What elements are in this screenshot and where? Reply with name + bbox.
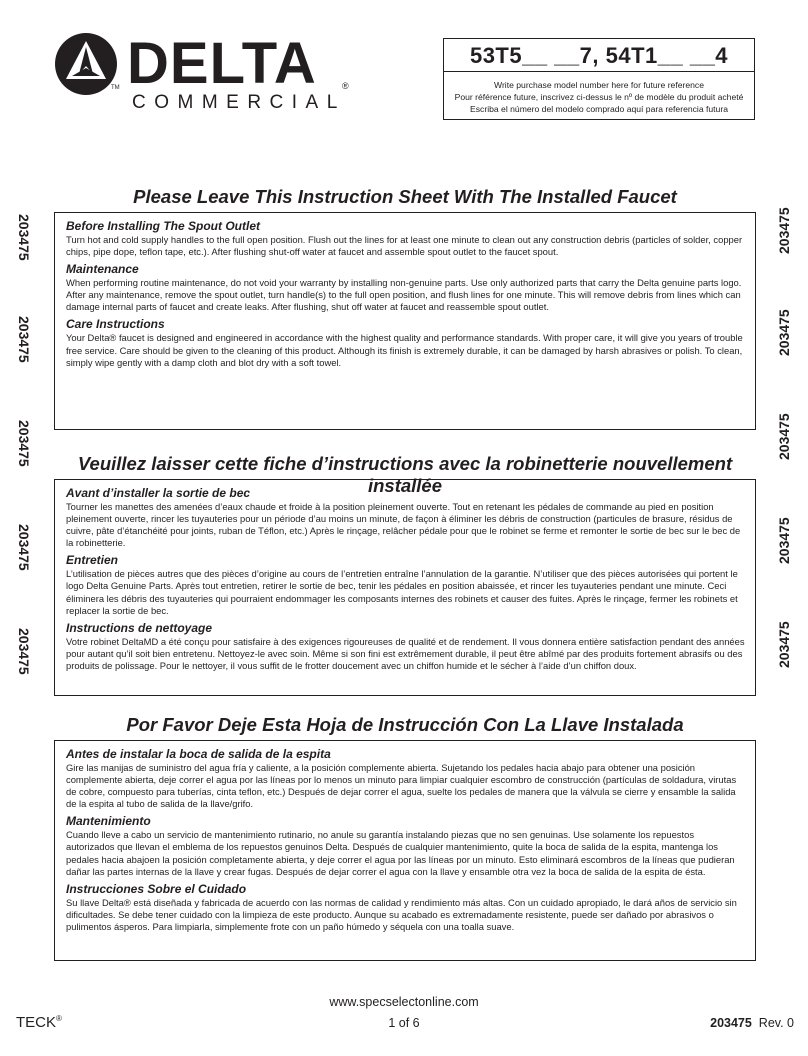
delta-commercial-logo <box>54 32 354 114</box>
document-number: 203475 <box>710 1016 752 1030</box>
block-text: Votre robinet DeltaMD a été conçu pour satisfaire à des exigences rigoureuses de qualité et de rendement. Il vous donnera entière satisfaction pendant des années pour autant qu’il soit bien entretenu. Nettoyez-le avec soin. Même si son fini est extrêmement durable, il peut être abîmé par des produits fortement abrasifs ou des produits de polissage. Pour le nettoyer, il vous suffit de le frotter doucement avec un chiffon humide et le sécher à l’aide d’un chiffon doux. <box>66 635 745 671</box>
brand-wordmark: DELTA <box>127 31 317 96</box>
side-code-left: 203475 <box>16 420 32 467</box>
block-text: Your Delta® faucet is designed and engineered in accordance with the highest quality and performance standards. With proper care, it will give you years of trouble free service. Care should be given to the cleaning of this product. Although its finish is extremely durable, it can be damaged by harsh abrasives or polish. To clean, simply wipe gently with a damp cloth and blot dry with a soft towel. <box>66 332 743 368</box>
block-text: Su llave Delta® está diseñada y fabricada de acuerdo con las normas de calidad y rendimiento más altas. Con un cuidado apropiado, le dará años de servicio sin dificultades. Se debe tener cuidado con la limpieza de este producto. Aunque su acabado es extremadamente resistente, puede ser dañado por abrasivos o pulimentos ásperos. Para limpiarla, simplemente frote con un paño húmedo y séquela con una toalla suave. <box>66 896 737 932</box>
block-text: When performing routine maintenance, do not void your warranty by installing non-genuine parts. Use only authorized parts that carry the Delta genuine parts logo. After any maintenance, remove the spout outlet, turn handle(s) to the full open position, and flush lines for one minute. This will remove debris from lines which can damage internal parts of faucet and create leaks. After flushing, shut off water at faucet and reassemble spout outlet. <box>66 277 742 313</box>
section-title-es: Por Favor Deje Esta Hoja de Instrucción Con La Llave Instalada <box>126 714 684 735</box>
block-text: Gire las manijas de suministro del agua fría y caliente, a la posición complemente abierta. Sujetando los pedales hacia abajo para obtener una posición complemente abierta, deje correr el agua por las líneas por lo menos un minuto para limpiar cualquier escombro de construcción (partículas de soldadura, virutas de cobre, compuesto para tuberías, cinta teflon, etc.) Después de dejar correr el agua, suelte los pedales de manera que la válvula se cierre y ensamble la salida de la espita al tubo de salida de la llave/grifo. <box>66 762 737 810</box>
block-text: L’utilisation de pièces autres que des pièces d’origine au cours de l’entretien entraîne l’annulation de la garantie. N’utiliser que des pièces autorisées qui portent le logo Delta Genuine Parts. Après tout entretien, retirer le sortie de bec, tenir les pédales en position abaissée, et rincer les tuyauteries pendant une minute. Ceci éliminera les débris des tuyauteries qui pourraient endommager les composants internes des robinets et causer des fuites. Après le rinçage, fermer les robinets et replacer la sortie de bec. <box>66 568 738 616</box>
model-notes <box>444 72 754 115</box>
section-title-fr: Veuillez laisser cette fiche d’instructions avec la robinetterie nouvellement installée <box>77 453 733 496</box>
block-heading: Maintenance <box>66 262 139 277</box>
revision-label: Rev. 0 <box>758 1016 794 1030</box>
section-title-en: Please Leave This Instruction Sheet With The Installed Faucet <box>133 186 677 207</box>
teck-brand <box>16 1014 62 1031</box>
block-heading: Instrucciones Sobre el Cuidado <box>66 881 247 896</box>
block-heading: Entretien <box>66 553 119 568</box>
model-numbers: 53T5__ __7, 54T1__ __4 <box>444 39 754 72</box>
registered-mark: ® <box>342 81 349 91</box>
model-note-en: Write purchase model number here for future reference <box>493 80 704 90</box>
side-code-right: 203475 <box>776 413 792 460</box>
model-note-es: Escriba el número del modelo comprado aquí para referencia futura <box>470 104 728 114</box>
brand-sub-wordmark: COMMERCIAL <box>132 92 346 113</box>
side-code-left: 203475 <box>16 628 32 675</box>
side-code-right: 203475 <box>776 517 792 564</box>
delta-triangle-icon <box>54 32 118 96</box>
side-code-left: 203475 <box>16 214 32 261</box>
side-code-right: 203475 <box>776 621 792 668</box>
side-code-right: 203475 <box>776 207 792 254</box>
block-text: Turn hot and cold supply handles to the full open position. Flush out the lines for at least one minute to clean out any construction debris (particles of solder, copper chips, pipe dope, teflon tape, etc.). After flushing shut-off water at faucet and assemble spout outlet to the faucet spout. <box>66 234 743 258</box>
model-note-fr: Pour référence future, inscrivez ci-dessus le nº de modèle du produit acheté <box>454 92 744 102</box>
instruction-box-fr <box>54 479 756 696</box>
trademark-mark: TM <box>111 85 120 91</box>
block-heading: Mantenimiento <box>66 814 151 829</box>
instruction-box-es <box>54 740 756 961</box>
block-heading: Instructions de nettoyage <box>66 620 213 635</box>
block-heading: Antes de instalar la boca de salida de la espita <box>66 747 331 761</box>
model-number-box <box>443 38 755 120</box>
teck-registered-mark: ® <box>56 1014 62 1023</box>
side-code-left: 203475 <box>16 524 32 571</box>
block-text: Cuando lleve a cabo un servicio de mantenimiento rutinario, no anule su garantía instalando piezas que no sen genuinas. Use solamente los repuestos autorizados que llevan el emblema de los repuestos genuinos Delta. Después de cualquier mantenimiento, quite la boca de salida de la espita, mantenga los pedales hacia abajoen la posición completamente abierta, y deje correr el agua por las líneas por un minuto. Esto eliminará escombros de la líneas que pudieran dañar las partes internas de la llave y crear fugas. Después de dejar correr el agua con la llave y ensamble otra vez la boca de salida de la espita de ésta. <box>66 829 735 877</box>
page-number: 1 of 6 <box>388 1016 420 1030</box>
document-revision <box>710 1016 794 1030</box>
side-code-right: 203475 <box>776 309 792 356</box>
footer-url: www.specselectonline.com <box>329 995 479 1009</box>
block-heading: Avant d’installer la sortie de bec <box>66 486 251 500</box>
block-heading: Before Installing The Spout Outlet <box>66 219 261 233</box>
instruction-box-en <box>54 212 756 430</box>
side-code-left: 203475 <box>16 316 32 363</box>
block-heading: Care Instructions <box>66 317 165 332</box>
teck-brand-name: TECK <box>16 1014 57 1031</box>
block-text: Tourner les manettes des amenées d’eaux chaude et froide à la position pleinement ouverte. Tout en retenant les pédales de commande au pied en position pleinement ouverte, rincer les tuyauteries pour un période d’au moins un minute, de façon à éliminer les débris de construction (particules de brasure, résidus de cuivre, pâte d’étanchéité pour joints, ruban de Téflon, etc.) Après le rinçage, relâcher pédale pour que le robinet se ferme et remonter le sortie de bec sur le bec de la robinetterie. <box>66 501 741 549</box>
